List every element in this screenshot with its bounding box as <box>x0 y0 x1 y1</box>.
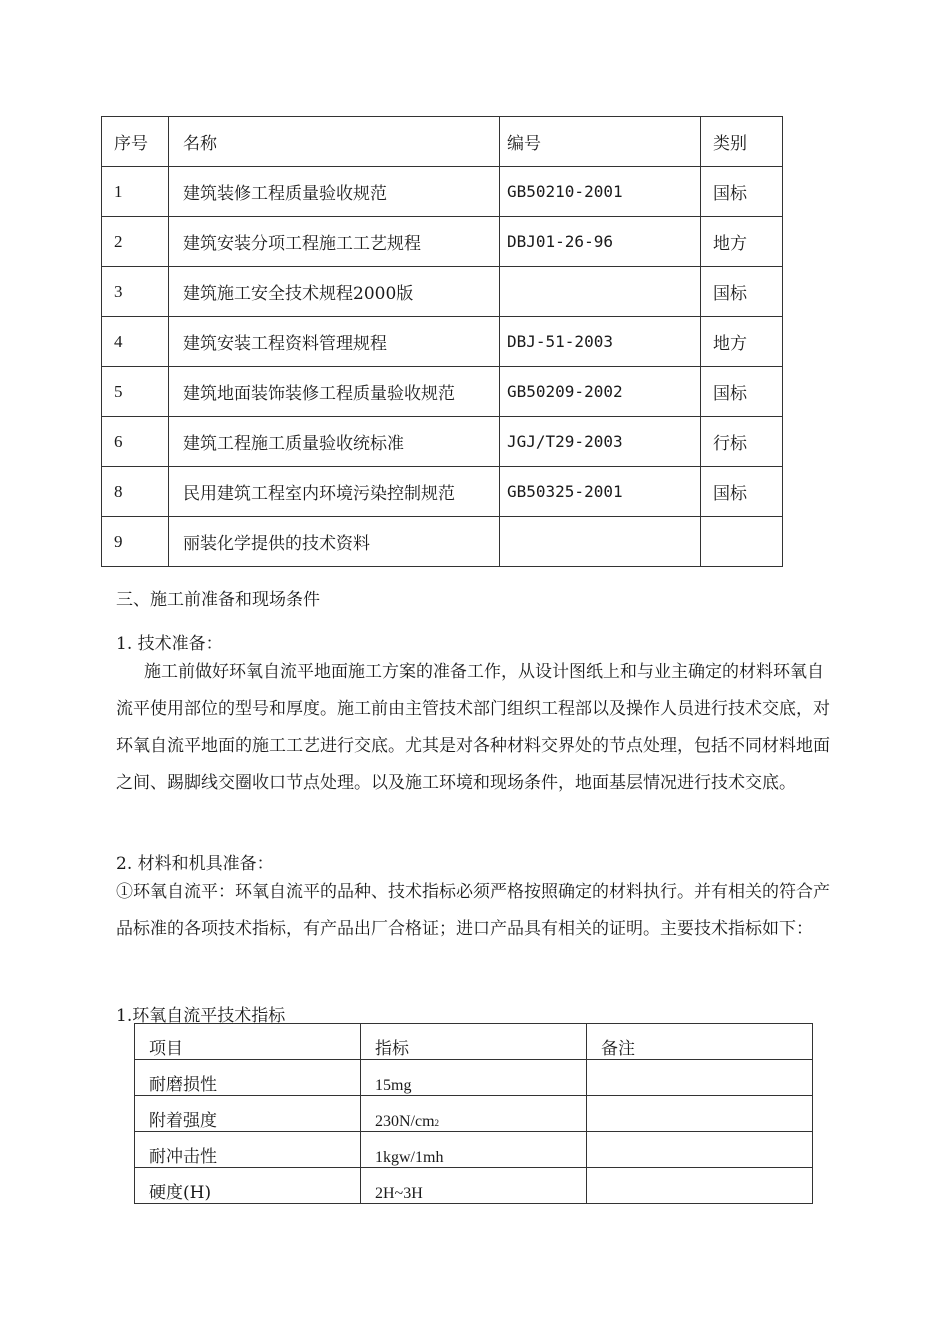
row-code <box>500 267 701 317</box>
row-code: GB50209-2002 <box>500 367 701 417</box>
row-name: 建筑地面装饰装修工程质量验收规范 <box>169 367 500 417</box>
tech-prep-paragraph <box>116 654 838 802</box>
row-index: 2 <box>102 217 169 267</box>
table-row <box>102 267 783 317</box>
row-code: DBJ-51-2003 <box>500 317 701 367</box>
table-row <box>102 467 783 517</box>
row-category: 地方 <box>701 217 783 267</box>
row-index: 8 <box>102 467 169 517</box>
spec-table <box>134 1023 813 1204</box>
row-indicator-value: 230N/cm <box>375 1113 435 1130</box>
row-name: 建筑工程施工质量验收统标准 <box>169 417 500 467</box>
row-index: 4 <box>102 317 169 367</box>
row-index: 9 <box>102 517 169 567</box>
row-name: 建筑施工安全技术规程2000版 <box>169 267 500 317</box>
row-item: 附着强度 <box>135 1096 361 1132</box>
row-category: 国标 <box>701 267 783 317</box>
row-code <box>500 517 701 567</box>
table-row <box>102 167 783 217</box>
header-cell-item: 项目 <box>135 1024 361 1060</box>
row-item: 耐冲击性 <box>135 1132 361 1168</box>
row-remark <box>587 1096 813 1132</box>
spec-table-title: 1.环氧自流平技术指标 <box>116 1006 286 1026</box>
row-name: 民用建筑工程室内环境污染控制规范 <box>169 467 500 517</box>
row-index: 1 <box>102 167 169 217</box>
row-name: 丽装化学提供的技术资料 <box>169 517 500 567</box>
row-category: 国标 <box>701 467 783 517</box>
row-code: JGJ/T29-2003 <box>500 417 701 467</box>
material-heading: 2. 材料和机具准备： <box>116 854 274 874</box>
row-remark <box>587 1060 813 1096</box>
row-code: GB50210-2001 <box>500 167 701 217</box>
table-row <box>102 317 783 367</box>
table-row <box>102 217 783 267</box>
header-cell-code: 编号 <box>500 117 701 167</box>
table-row <box>135 1168 813 1204</box>
row-indicator-subscript: 2 <box>434 1118 440 1128</box>
section-title: 三、施工前准备和现场条件 <box>116 590 320 610</box>
row-name: 建筑装修工程质量验收规范 <box>169 167 500 217</box>
material-text: ①环氧自流平：环氧自流平的品种、技术指标必须严格按照确定的材料执行。并有相关的符合产品标准的各项技术指标，有产品出厂合格证；进口产品具有相关的证明。主要技术指标如下： <box>116 882 830 939</box>
row-category: 地方 <box>701 317 783 367</box>
table-row <box>135 1132 813 1168</box>
row-indicator: 2H~3H <box>361 1168 587 1204</box>
row-category <box>701 517 783 567</box>
tech-prep-heading: 1. 技术准备： <box>116 634 223 654</box>
row-remark <box>587 1168 813 1204</box>
row-indicator: 1kgw/1mh <box>361 1132 587 1168</box>
table-row <box>135 1060 813 1096</box>
row-name: 建筑安装分项工程施工工艺规程 <box>169 217 500 267</box>
material-paragraph <box>116 874 838 948</box>
header-cell-index: 序号 <box>102 117 169 167</box>
header-cell-indicator: 指标 <box>361 1024 587 1060</box>
row-name: 建筑安装工程资料管理规程 <box>169 317 500 367</box>
header-cell-remark: 备注 <box>587 1024 813 1060</box>
row-item: 耐磨损性 <box>135 1060 361 1096</box>
row-code: DBJ01-26-96 <box>500 217 701 267</box>
row-code: GB50325-2001 <box>500 467 701 517</box>
header-cell-name: 名称 <box>169 117 500 167</box>
row-index: 6 <box>102 417 169 467</box>
table-row <box>102 367 783 417</box>
header-cell-category: 类别 <box>701 117 783 167</box>
row-index: 5 <box>102 367 169 417</box>
row-indicator: 15mg <box>361 1060 587 1096</box>
standards-table <box>101 116 783 567</box>
row-category: 国标 <box>701 367 783 417</box>
row-remark <box>587 1132 813 1168</box>
table-row <box>102 517 783 567</box>
table-header-row <box>102 117 783 167</box>
tech-prep-text: 施工前做好环氧自流平地面施工方案的准备工作，从设计图纸上和与业主确定的材料环氧自流平使用部位的型号和厚度。施工前由主管技术部门组织工程部以及操作人员进行技术交底，对环氧自流平地面的施工工艺进行交底。尤其是对各种材料交界处的节点处理，包括不同材料地面之间、踢脚线交圈收口节点处理。以及施工环境和现场条件，地面基层情况进行技术交底。 <box>116 662 830 793</box>
table-row <box>135 1096 813 1132</box>
table-header-row <box>135 1024 813 1060</box>
row-category: 国标 <box>701 167 783 217</box>
row-indicator <box>361 1096 587 1132</box>
table-row <box>102 417 783 467</box>
row-item: 硬度(H) <box>135 1168 361 1204</box>
row-index: 3 <box>102 267 169 317</box>
row-category: 行标 <box>701 417 783 467</box>
